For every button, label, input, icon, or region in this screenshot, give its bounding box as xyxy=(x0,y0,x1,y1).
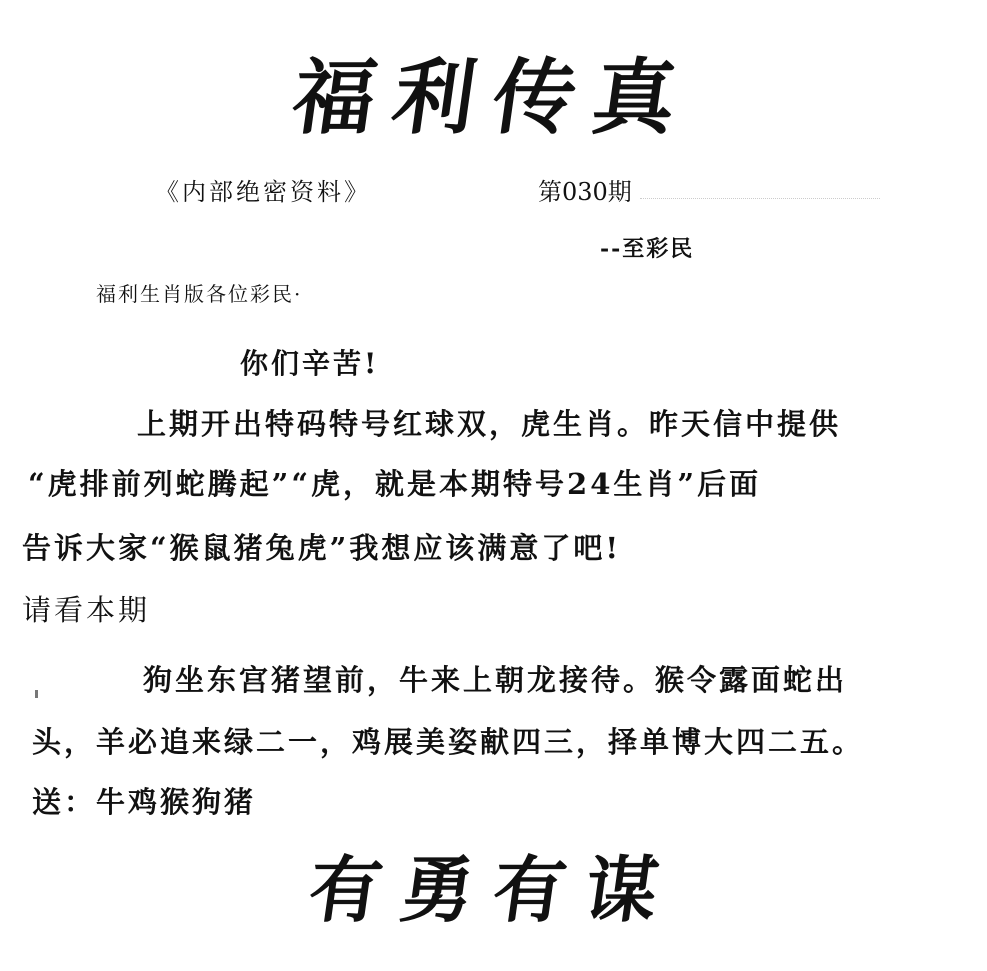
document-title: 福利传真 xyxy=(286,50,701,146)
paragraph2-line2: 头，羊必追来绿二一，鸡展美姿献四三，择单博大四二五。 xyxy=(32,725,865,759)
issue-underline xyxy=(640,198,880,199)
send-line: 送：牛鸡猴狗猪 xyxy=(32,785,257,819)
paragraph1-line1: 上期开出特码特号红球双，虎生肖。昨天信中提供 xyxy=(137,407,842,441)
signature: --至彩民 xyxy=(600,236,695,262)
greeting-line: 福利生肖版各位彩民· xyxy=(96,282,303,306)
paragraph1-line2: “虎排前列蛇腾起”“虎，就是本期特号24生肖”后面 xyxy=(28,467,762,501)
hello-line: 你们辛苦! xyxy=(240,347,380,380)
please-see-line: 请看本期 xyxy=(22,593,151,627)
footer-slogan: 有勇有谋 xyxy=(303,847,684,932)
issue-number: 第030期 xyxy=(538,178,632,206)
paragraph1-line3: 告诉大家“猴鼠猪兔虎”我想应该满意了吧! xyxy=(22,531,622,565)
paragraph2-line1: 狗坐东宫猪望前，牛来上朝龙接待。猴令露面蛇出 xyxy=(143,663,848,697)
scan-mark xyxy=(35,690,38,698)
document-subtitle: 《内部绝密资料》 xyxy=(155,178,371,206)
